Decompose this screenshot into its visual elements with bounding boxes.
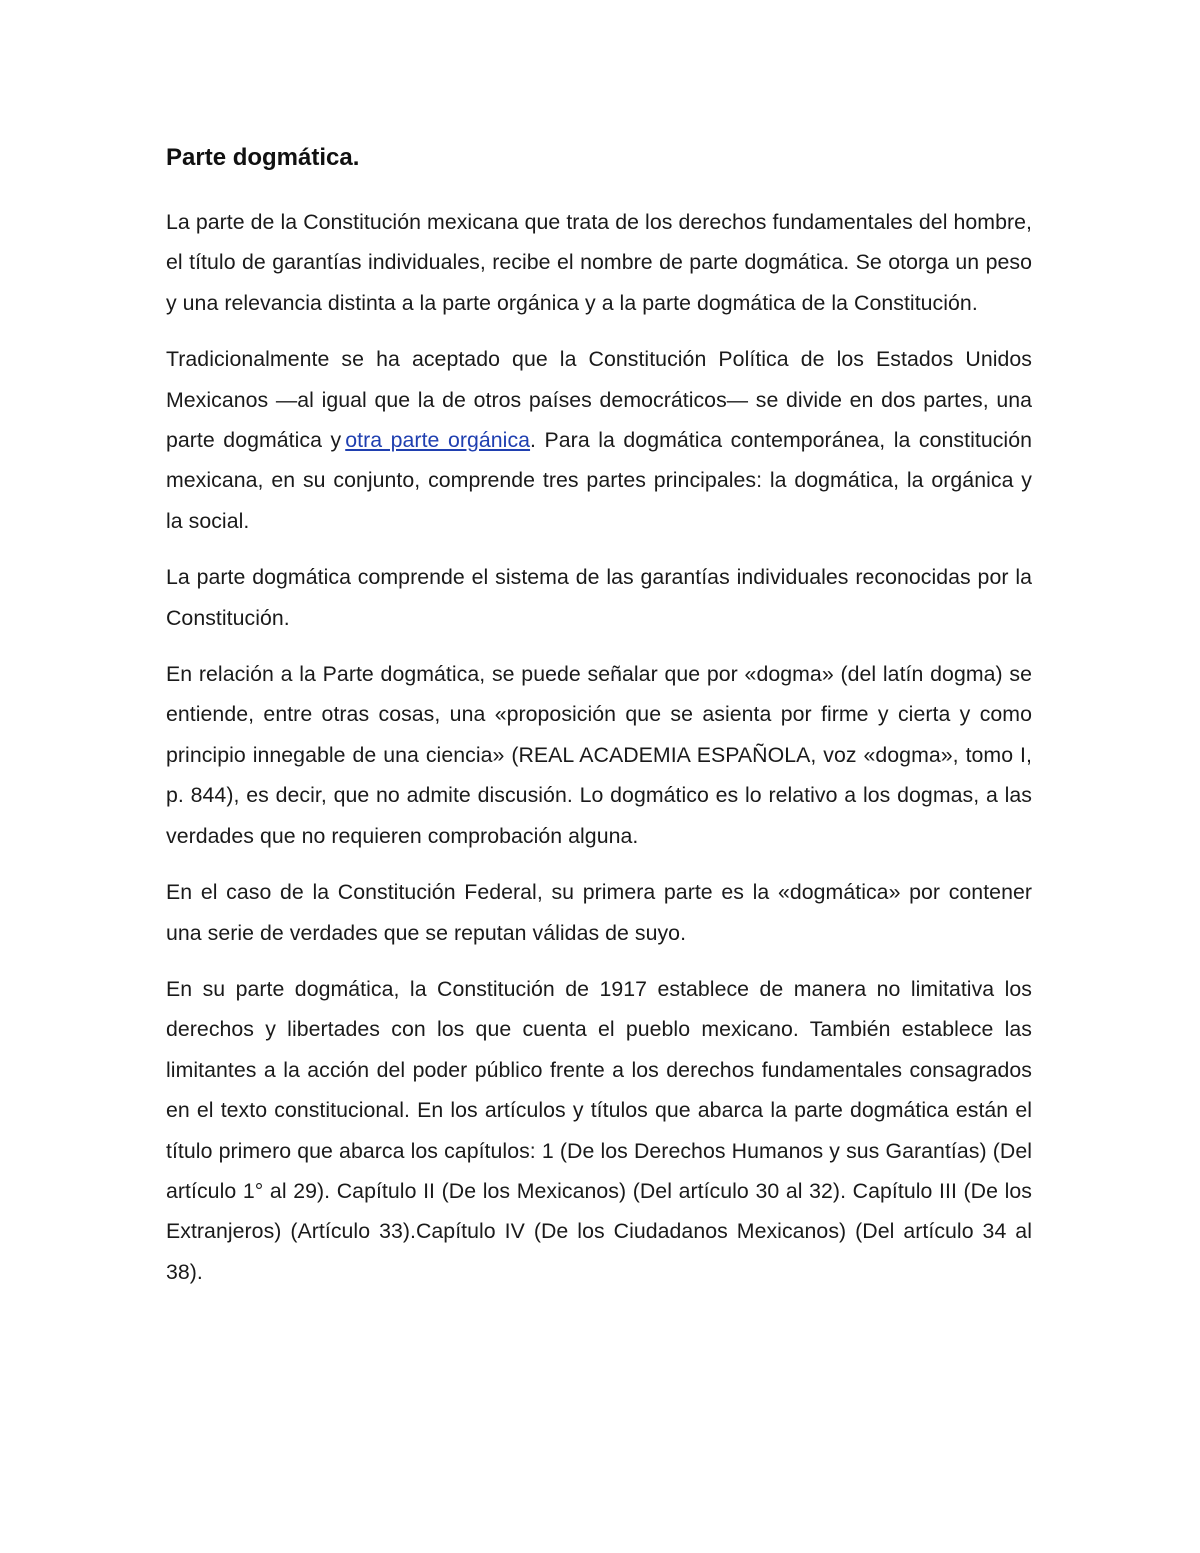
otra-parte-organica-link[interactable]: otra parte orgánica [345,428,531,453]
document-title: Parte dogmática. [166,144,360,171]
paragraph-4: En relación a la Parte dogmática, se puede señalar que por «dogma» (del latín dogma) se entiende, entre otras cosas, una «proposición que se asienta por firme y cierta y como principio innegable de una ciencia» (REAL ACADEMIA ESPAÑOLA, voz «dogma», tomo I, p. 844), es decir, que no admite discusión. Lo dogmático es lo relativo a los dogmas, a las verdades que no requieren comprobación alguna. [166,662,1032,848]
paragraph-3: La parte dogmática comprende el sistema de las garantías individuales reconocidas por la Constitución. [166,565,1032,630]
paragraph-1: La parte de la Constitución mexicana que trata de los derechos fundamentales del hombre, el título de garantías individuales, recibe el nombre de parte dogmática. Se otorga un peso y una relevancia distinta a la parte orgánica y a la parte dogmática de la Constitución. [166,210,1032,315]
paragraph-5: En el caso de la Constitución Federal, su primera parte es la «dogmática» por contener una serie de verdades que se reputan válidas de suyo. [166,880,1032,945]
paragraph-2-text-after: . Para la dogmática contemporánea, la constitución mexicana, en su conjunto, comprende tres partes principales: la dogmática, la orgánica y la social. [166,428,1033,533]
paragraph-2-text-before: Tradicionalmente se ha aceptado que la Constitución Política de los Estados Unidos Mexicanos —al igual que la de otros países democráticos— se divide en dos partes, una parte dogmática y [166,347,1032,453]
paragraph-2 [166,339,1032,541]
document-page [166,140,1032,1308]
paragraph-6: En su parte dogmática, la Constitución de 1917 establece de manera no limitativa los derechos y libertades con los que cuenta el pueblo mexicano. También establece las limitantes a la acción del poder público frente a los derechos fundamentales consagrados en el texto constitucional. En los artículos y títulos que abarca la parte dogmática están el título primero que abarca los capítulos: 1 (De los Derechos Humanos y sus Garantías) (Del artículo 1° al 29). Capítulo II (De los Mexicanos) (Del artículo 30 al 32). Capítulo III (De los Extranjeros) (Artículo 33).Capítulo IV (De los Ciudadanos Mexicanos) (Del artículo 34 al 38). [166,976,1032,1284]
